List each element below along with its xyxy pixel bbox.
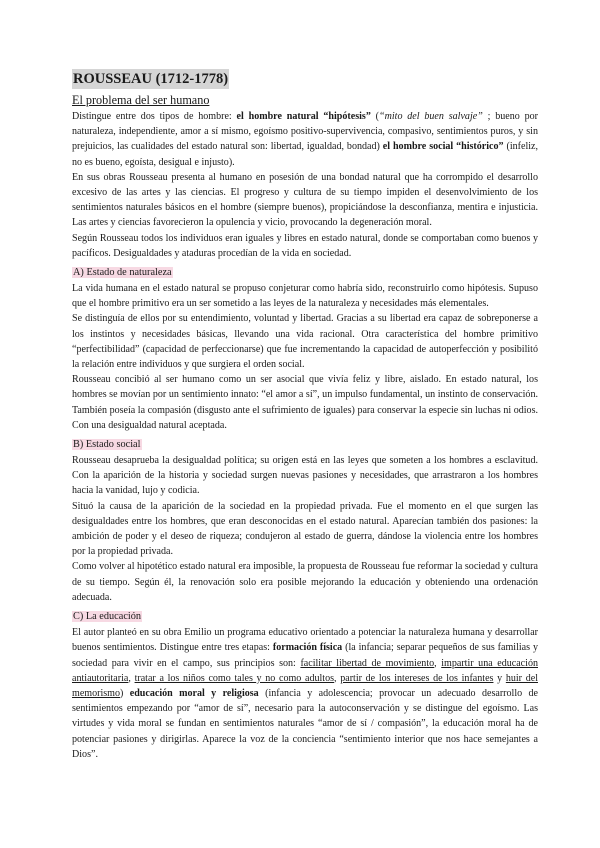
italic-term: “mito del buen salvaje” — [379, 111, 483, 122]
underlined-term: impartir una educación antiautoritaria — [72, 657, 538, 684]
section-c-paragraph-1: El autor planteó en su obra Emilio un programa educativo orientado a potenciar la naturaleza humana y desarrollar buenos sentimientos. Distingue entre tres etapas: formación física (la infancia; separar pequeños de sus familias y sociedad para vivir en el campo, sus principios son: facilitar libertad de movimiento, impartir una educación antiautoritaria, tratar a los niños como tales y no como adultos, partir de los intereses de los infantes y huir del memorismo) educación moral y religiosa (infancia y adolescencia; provocar un adecuado desarrollo de sentimientos empezando por “amor de sí”, necesario para la autoconservación y se distingue del egoísmo. Las virtudes y vida moral se fundan en sentimientos naturales “amor de sí / compasión”, la educación moral ha de potenciar pasiones y dirigirlas. Aparece la voz de la conciencia “sentimiento interior que nos hace semejantes a Dios”. — [72, 627, 539, 760]
document-title: ROUSSEAU (1712-1778) — [73, 71, 229, 87]
intro-paragraph-2: En sus obras Rousseau presenta al humano en posesión de una bondad natural que ha corrompido el desarrollo excesivo de las artes y las ciencias. El progreso y cultura de su tiempo impiden el desenvolvimiento de los sentimientos naturales básicos en el hombre (siempre buenos), propiciándose la desconfianza, mentira e injusticia. Las artes y ciencias favorecieron la opulencia y vicio, provocando la degeneración moral. — [72, 171, 538, 229]
bold-term: educación moral y religiosa — [129, 687, 259, 699]
section-heading-a: A) Estado de naturaleza — [73, 267, 172, 279]
section-a-paragraph-1: La vida humana en el estado natural se propuso conjeturar como habría sido, reconstruirlo como hipótesis. Supuso que el hombre primitivo era un ser sometido a las leyes de la naturaleza y necesidades más elementales. — [72, 283, 538, 310]
section-b-paragraph-2: Situó la causa de la aparición de la sociedad en la propiedad privada. Fue el momento en el que surgen las desigualdades entre los hombres, que eran desconocidas en el estado natural. Aparecían también dos pasiones: la ambición de poder y el deseo de riqueza; condujeron al estado de guerra, dándose la violencia entre los hombres por la propiedad privada. — [72, 500, 538, 558]
intro-paragraph-3: Según Rousseau todos los individuos eran iguales y libres en estado natural, donde se comportaban como buenos y pacíficos. Desigualdades y ataduras procedían de la vida en sociedad. — [72, 232, 538, 259]
underlined-term: tratar a los niños como tales y no como adultos — [134, 672, 335, 684]
section-heading-c: C) La educación — [73, 611, 142, 623]
underlined-term: partir de los intereses de los infantes — [340, 672, 494, 684]
section-b-paragraph-3: Como volver al hipotético estado natural era imposible, la propuesta de Rousseau fue reformar la sociedad y cultura de su tiempo. Según él, la renovación solo era posible mejorando la educación y obteniendo una ordenación adecuada. — [72, 561, 538, 603]
section-a-paragraph-2: Se distinguía de ellos por su entendimiento, voluntad y libertad. Gracias a su libertad era capaz de sobreponerse a los instintos y necesidades básicas, llevando una vida racional. Otra característica del hombre primitivo “perfectibilidad” (capacidad de perfeccionarse) que fue incrementando la capacidad de autoperfección y posibilitó la relación entre individuos y que surgiera el orden social. — [72, 313, 538, 371]
document-subtitle: El problema del ser humano — [72, 93, 210, 107]
bold-term: formación física — [272, 642, 343, 654]
section-b-paragraph-1: Rousseau desaprueba la desigualdad política; su origen está en las leyes que someten a los hombres a esclavitud. Con la aparición de la historia y sociedad surgen nuevas pasiones y necesidades, que arrastraron a los hombres hacia la vanidad, lujo y codicia. — [72, 455, 538, 497]
section-heading-b: B) Estado social — [73, 439, 141, 451]
bold-term: el hombre social “histórico” — [382, 141, 504, 153]
underlined-term: huir del memorismo — [72, 672, 538, 699]
underlined-term: facilitar libertad de movimiento — [300, 657, 435, 669]
bold-term: el hombre natural “hipótesis” — [236, 111, 371, 122]
intro-paragraph-1: Distingue entre dos tipos de hombre: el hombre natural “hipótesis” (“mito del buen salvaje” ; bueno por naturaleza, independiente, amor a sí mismo, egoísmo positivo-supervivencia, compasivo, sentimientos puros, y sin prejuicios, las cualidades del estado natural son: libertad, igualdad, bondad) el hombre social “histórico” (infeliz, no es bueno, egoísta, desigual e injusto). — [72, 111, 539, 168]
section-a-paragraph-3: Rousseau concibió al ser humano como un ser asocial que vivía feliz y libre, aislado. En estado natural, los hombres se movían por un sentimiento innato: “el amor a sí”, un impulso fundamental, un instinto de conservación. También poseía la compasión (disgusto ante el sufrimiento de iguales) para conservar la especie sin luchas ni odios. Con una desigualdad natural aceptada. — [72, 374, 538, 431]
